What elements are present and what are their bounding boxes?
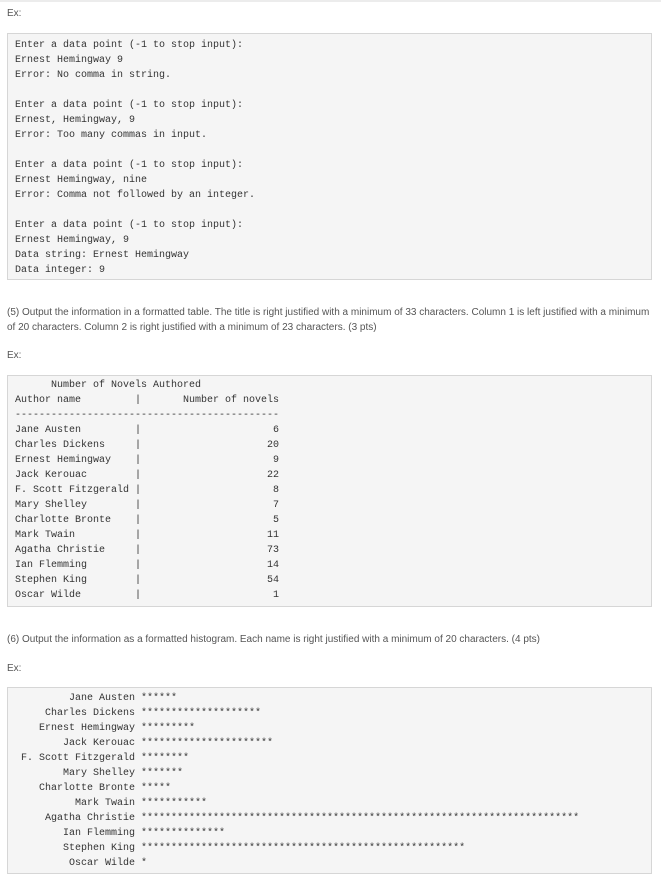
example-label-2: Ex:: [7, 350, 22, 361]
step-6-instructions: (6) Output the information as a formatted histogram. Each name is right justified with a minimum of 20 characters. (4 pts): [7, 634, 541, 645]
error-examples-code: Enter a data point (-1 to stop input): Ernest Hemingway 9 Error: No comma in string. Enter a data point (-1 to stop input): Ernest, Hemingway, 9 Error: Too many commas in input. Enter a data point (-1 to stop input): Ernest Hemingway, nine Error: Comma not followed by an integer. Enter a data point (-1 to stop input): Ernest Hemingway, 9 Data string: Ernest Hemingway Data integer: 9: [15, 40, 256, 276]
example-label-3: Ex:: [7, 663, 22, 674]
example-label-1: Ex:: [7, 8, 22, 19]
error-examples-box: [7, 33, 652, 280]
histogram-box: [7, 687, 652, 874]
top-divider: [0, 0, 661, 2]
histogram-code: Jane Austen ****** Charles Dickens ******************** Ernest Hemingway ********* Jack Kerouac ********************** F. Scott Fitzgerald ******** Mary Shelley ******* Charlotte Bronte ***** Mark Twain *********** Agatha Christie ************************************************************************* Ian Flemming ************** Stephen King ****************************************************** Oscar Wilde *: [21, 693, 580, 869]
step-5-instructions: (5) Output the information in a formatted table. The title is right justified with a minimum of 33 characters. Column 1 is left justified with a minimum of 20 characters. Column 2 is right justified with a minimum of 23 characters. (3 pts): [7, 307, 650, 333]
novels-table-code: Number of Novels Authored Author name | Number of novels -------------------------------------------- Jane Austen | 6 Charles Dickens | 20 Ernest Hemingway | 9 Jack Kerouac | 22 F. Scott Fitzgerald | 8 Mary Shelley | 7 Charlotte Bronte | 5 Mark Twain | 11 Agatha Christie | 73 Ian Flemming | 14 Stephen King | 54 Oscar Wilde | 1: [15, 380, 280, 601]
novels-table-box: [7, 375, 652, 607]
